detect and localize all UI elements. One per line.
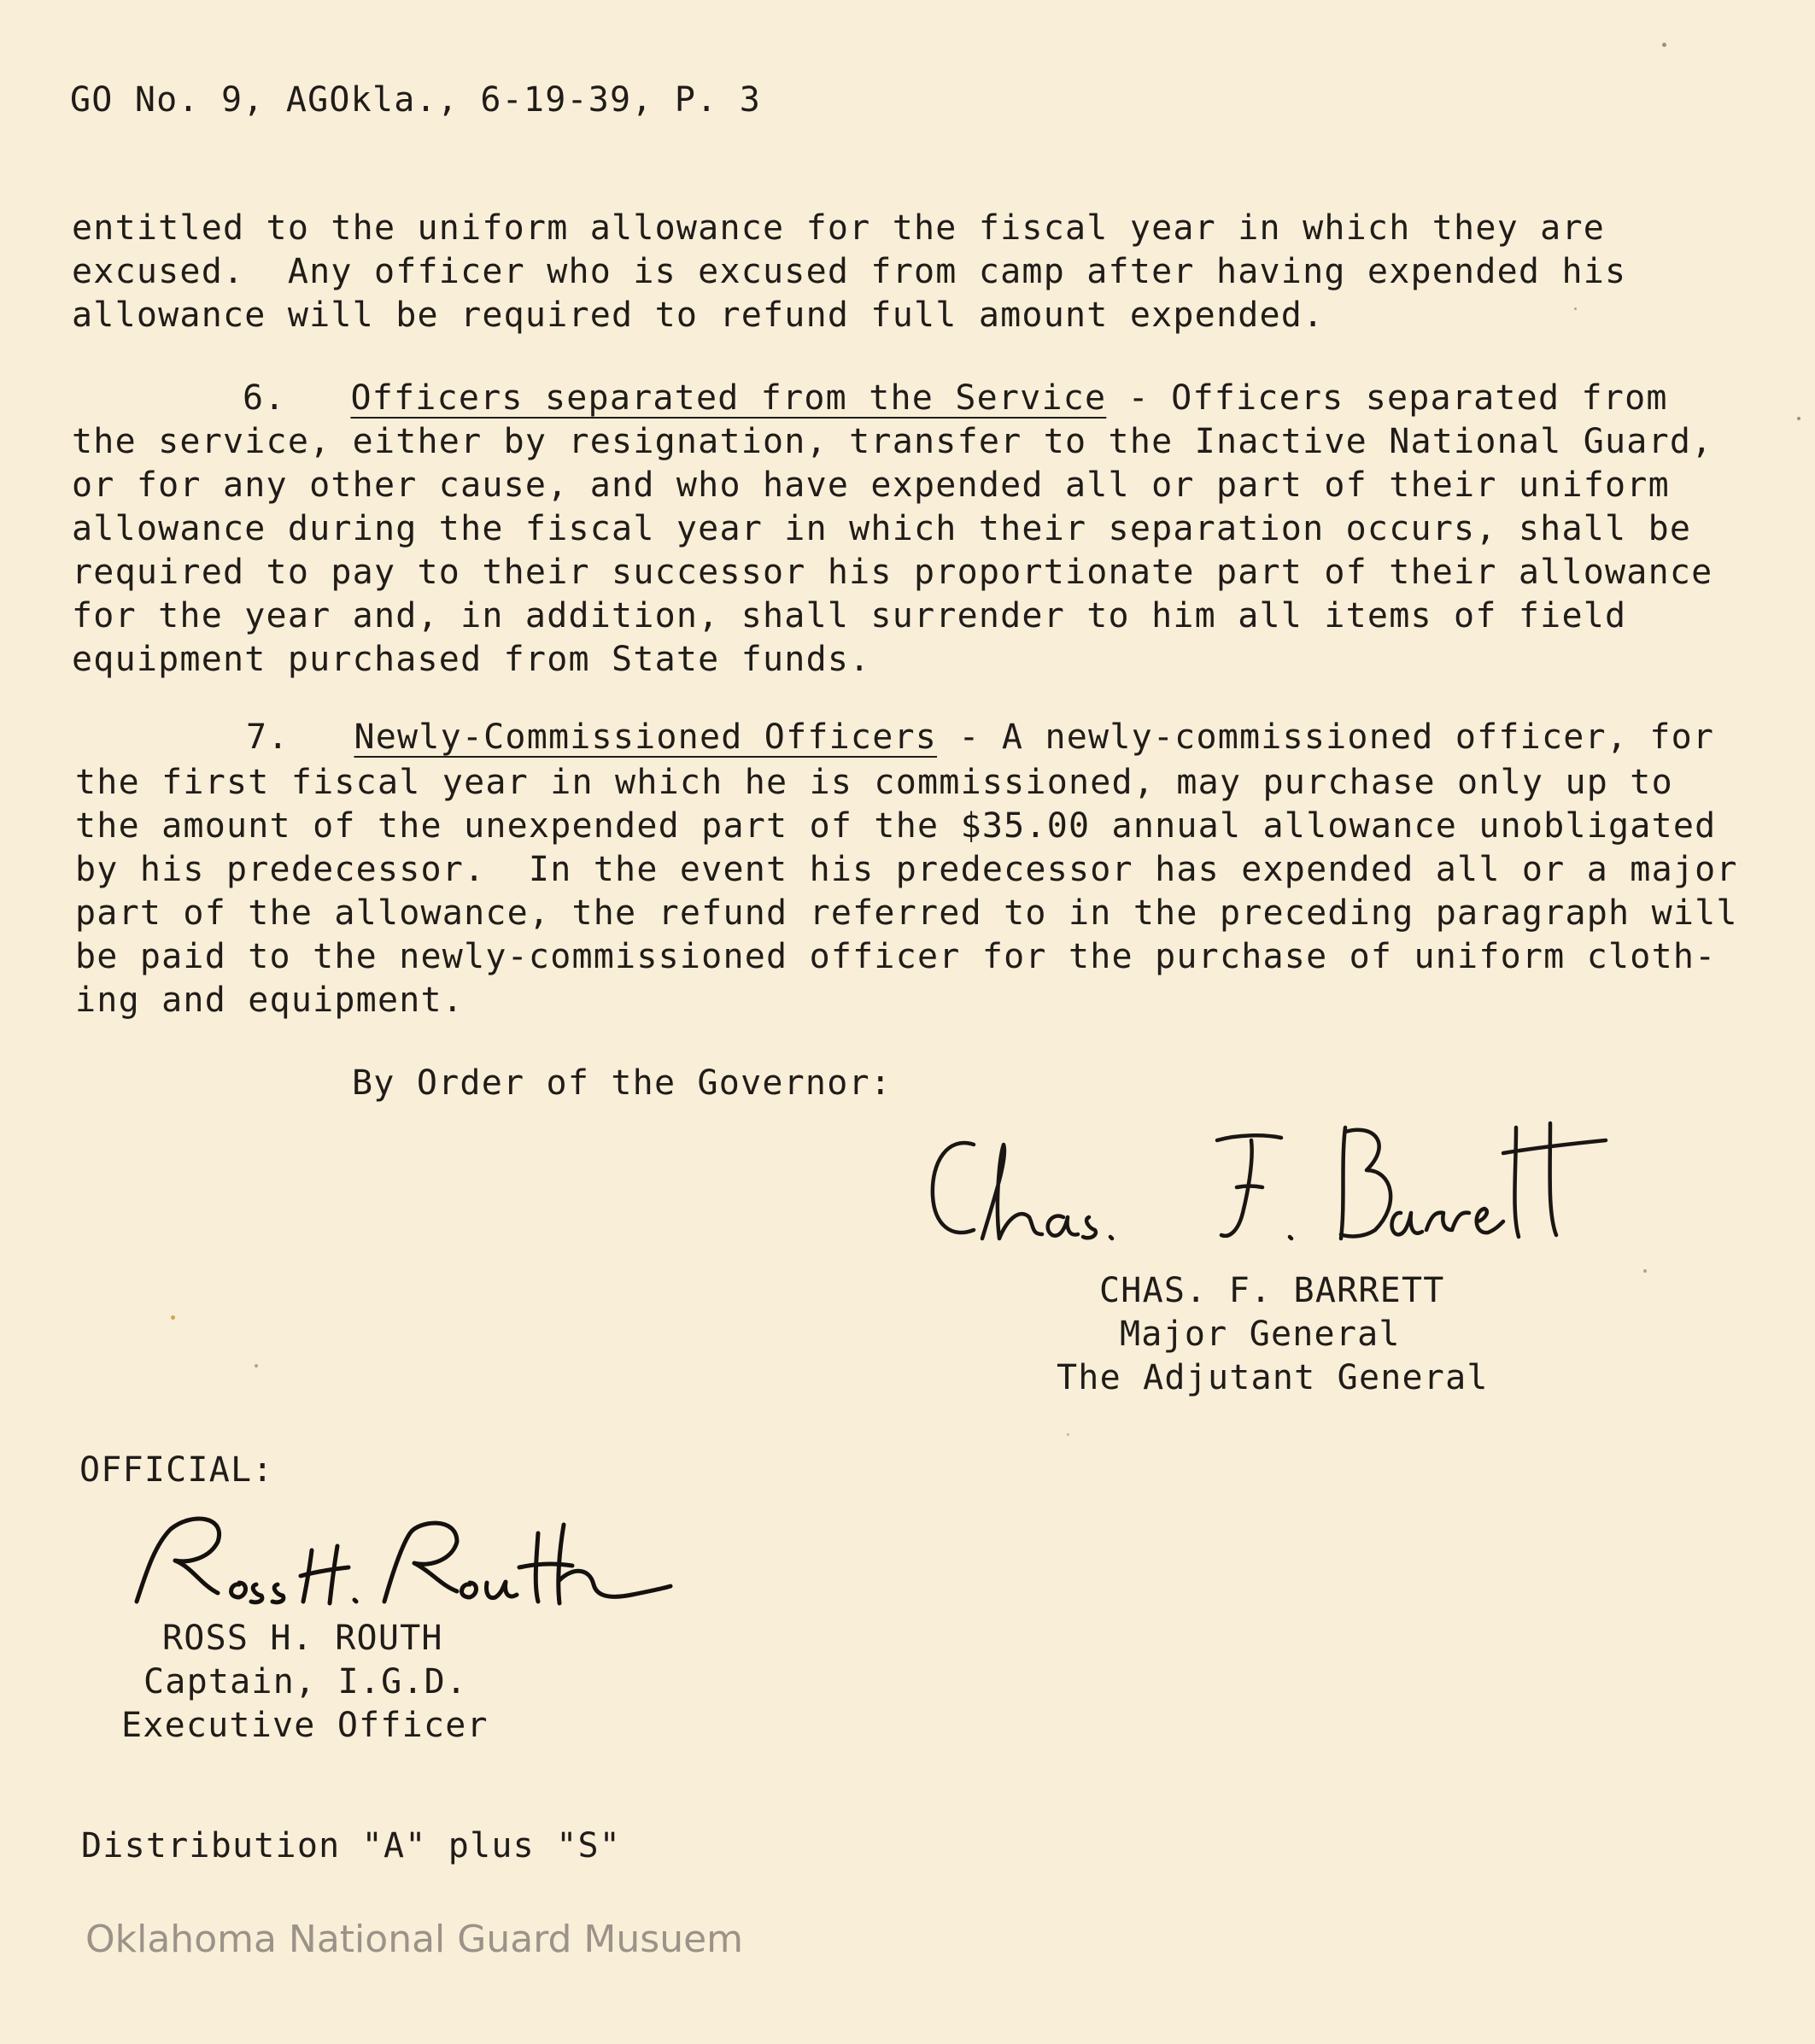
paper-speck	[1662, 43, 1666, 47]
paragraph-line: entitled to the uniform allowance for the fiscal year in which they are	[72, 208, 1606, 248]
distribution-line: Distribution "A" plus "S"	[81, 1826, 622, 1865]
paper-speck	[1574, 307, 1577, 310]
paper-speck	[255, 1364, 258, 1368]
paragraph-6-number: 6.	[243, 378, 286, 418]
paragraph-line: for the year and, in addition, shall surrender to him all items of field	[72, 596, 1627, 635]
signature-routh	[120, 1499, 683, 1627]
paragraph-line: the first fiscal year in which he is commissioned, may purchase only up to	[75, 763, 1673, 802]
paragraph-line: the service, either by resignation, transfer to the Inactive National Guard,	[72, 422, 1713, 461]
paper-speck	[1643, 1269, 1647, 1273]
paragraph-line: be paid to the newly-commissioned officer for the purchase of uniform cloth-	[75, 937, 1717, 976]
paragraph-6-title: Officers separated from the Service	[350, 378, 1107, 418]
paragraph-7-number: 7.	[246, 717, 290, 757]
paragraph-6-first-line	[243, 378, 1668, 418]
paragraph-line: equipment purchased from State funds.	[72, 640, 871, 679]
signature-barrett	[914, 1110, 1631, 1281]
signer-2-name: ROSS H. ROUTH	[162, 1619, 443, 1658]
paragraph-line: allowance will be required to refund full amount expended.	[72, 296, 1325, 335]
paragraph-line: the amount of the unexpended part of the $35.00 annual allowance unobligated	[75, 806, 1717, 846]
signer-2-rank: Captain, I.G.D.	[143, 1662, 468, 1701]
signer-1-name: CHAS. F. BARRETT	[1099, 1271, 1445, 1310]
signer-1-title: The Adjutant General	[1057, 1358, 1489, 1397]
paper-speck	[171, 1315, 175, 1320]
page-header: GO No. 9, AGOkla., 6-19-39, P. 3	[70, 80, 762, 120]
paragraph-7-first-line	[246, 717, 1714, 757]
by-order-line: By Order of the Governor:	[352, 1063, 893, 1103]
paragraph-line: required to pay to their successor his proportionate part of their allowance	[72, 553, 1713, 592]
paragraph-7-title: Newly-Commissioned Officers	[354, 717, 938, 757]
museum-watermark: Oklahoma National Guard Musuem	[85, 1918, 744, 1961]
paper-speck	[1797, 417, 1800, 420]
signer-2-title: Executive Officer	[121, 1706, 489, 1745]
paragraph-line: by his predecessor. In the event his predecessor has expended all or a major	[75, 850, 1738, 889]
signer-1-rank: Major General	[1120, 1315, 1401, 1354]
paragraph-line: part of the allowance, the refund referred to in the preceding paragraph will	[75, 893, 1738, 933]
paragraph-line: allowance during the fiscal year in which their separation occurs, shall be	[72, 509, 1692, 548]
paragraph-line: or for any other cause, and who have expended all or part of their uniform	[72, 466, 1670, 505]
paragraph-7-first-tail: - A newly-commissioned officer, for	[937, 717, 1715, 757]
paper-speck	[1067, 1433, 1069, 1436]
official-label: OFFICIAL:	[79, 1450, 274, 1490]
paragraph-6-first-tail: - Officers separated from	[1106, 378, 1668, 418]
paragraph-line: excused. Any officer who is excused from camp after having expended his	[72, 252, 1627, 291]
paragraph-line: ing and equipment.	[75, 981, 465, 1020]
